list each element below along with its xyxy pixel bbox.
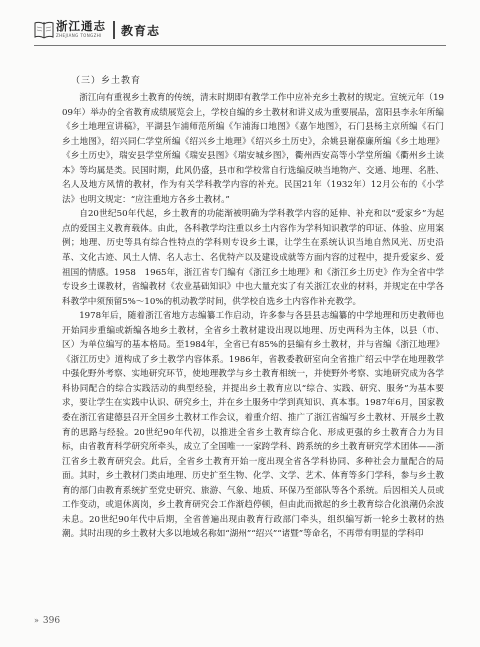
page-number: 396 bbox=[42, 616, 61, 626]
paragraph: 自20世纪50年代起，乡土教育的功能渐被明确为学科教学内容的延伸、补充和以“爱家乡”为起点的爱国主义教育载体。由此，各科教学均注重以乡土内容作为学科知识教学的印证、体验、应用案例；地理、历史等具有综合性特点的学科则专设乡土课，让学生在系统认识当地自然风光、历史沿革、文化古迹、风土人情、名人志士、名优特产以及建设成就等方面内容的过程中，提升爱家乡、爱祖国的情感。1958 1965年，浙江省专门编有《浙江乡土地理》和《浙江乡土历史》作为全省中学专设乡土课教材，省编教材《农业基础知识》中也大量充实了有关浙江农业的材料，并规定在中学各科教学中须预留5%～10%的机动教学时间，供学校自选乡土内容作补充教学。 bbox=[62, 209, 444, 307]
header-rule bbox=[34, 45, 446, 46]
section-title: 教育志 bbox=[121, 24, 161, 38]
book-emblem-icon bbox=[34, 19, 54, 41]
logo bbox=[34, 18, 104, 42]
logo-title: 浙江通志 bbox=[56, 19, 106, 33]
paragraph: 1978年后，随着浙江省地方志编纂工作启动，许多参与各县县志编纂的中学地理和历史教师也开始同步重编或新编各地乡土教材，全省乡土教材建设出现以地理、历史两科为主体，以县（市、区）为单位编写的基本格局。至1984年，全省已有85%的县编有乡土教材，并与省编《浙江地理》《浙江历史》道构成了乡土教学内容体系。1986年，省教委教研室向全省推广绍云中学在地理教学中强化野外考察、实地研究环节，使地理教学与乡土教育相统一，并使野外考察、实地研究成为各学科协同配合的综合实践活动的典型经验，并提出乡土教育应以“综合、实践、研究、服务”为基本要求，要让学生在实践中认识、研究乡土，并在乡土服务中学到真知识、真本事。1987年6月，国家教委在浙江省建德县召开全国乡土教材工作会议，着重介绍、推广了浙江省编写乡土教材、开展乡土教育的思路与经验。20世纪90年代初，以推进全省乡土教育综合化、形成更强的乡土教育合力为目标，由省教育科学研究所牵头，成立了全国唯一一家跨学科、跨系统的乡土教育研究学术团体——浙江省乡土教育研究会。此后，全省乡土教育开始一度出现全省各学科协同、多种社会力量配合的局面。其时，乡土教材门类由地理、历史扩至生物、化学、文学、艺术、体育等多门学科，参与乡土教育的部门由教育系统扩至党史研究、旅游、气象、地质、环保乃至部队等各个系统。后因相关人员或工作变动，或退休离岗，乡土教育研究会工作渐趋停顿，但由此而掀起的乡土教育综合化浪潮仍余波未息。20世纪90年代中后期，全省普遍出现由教育行政部门牵头，组织编写新一轮乡土教材的热潮。其时出现的乡土教材大多以地域名称如“湖州”“绍兴”“诸暨”等命名，不再带有明显的学科印 bbox=[62, 311, 444, 540]
subsection-heading: （三）乡土教育 bbox=[71, 76, 142, 86]
body-text bbox=[62, 91, 444, 542]
paragraph: 浙江向有重视乡土教育的传统，清末时期即有教学工作中应补充乡土教材的规定。宣统元年（1909年）举办的全省教育成绩展览会上，学校自编的乡土教材和讲义成为重要展品，富阳县李永年所编《乡土地理宣讲稿》，平湖县乍浦师范所编《乍浦海口地图》《嘉乍地图》，石门县杨主京所编《石门乡土地图》，绍兴同仁学堂所编《绍兴乡土地理》《绍兴乡土历史》，余姚县谢葆廉所编《乡土地理》《乡土历史》，瑞安县学堂所编《瑞安县图》《瑞安城乡图》，衢州西安高等小学堂所编《衢州乡土读本》等均属是类。民国时期，此风仍盛，县市和学校常自行选编反映当地物产、交通、地理、名胜、名人及地方风情的教材，作为有关学科教学内容的补充。民国21年（1932年）12月公布的《小学法》也明文规定：“应注重地方各乡土教材。” bbox=[62, 93, 444, 205]
page-header bbox=[34, 16, 446, 44]
logo-subtitle: ZHEJIANG TONGZHI bbox=[56, 33, 102, 38]
page-marker-icon: » bbox=[34, 616, 39, 625]
page-footer bbox=[34, 616, 60, 626]
header-divider bbox=[113, 21, 115, 39]
